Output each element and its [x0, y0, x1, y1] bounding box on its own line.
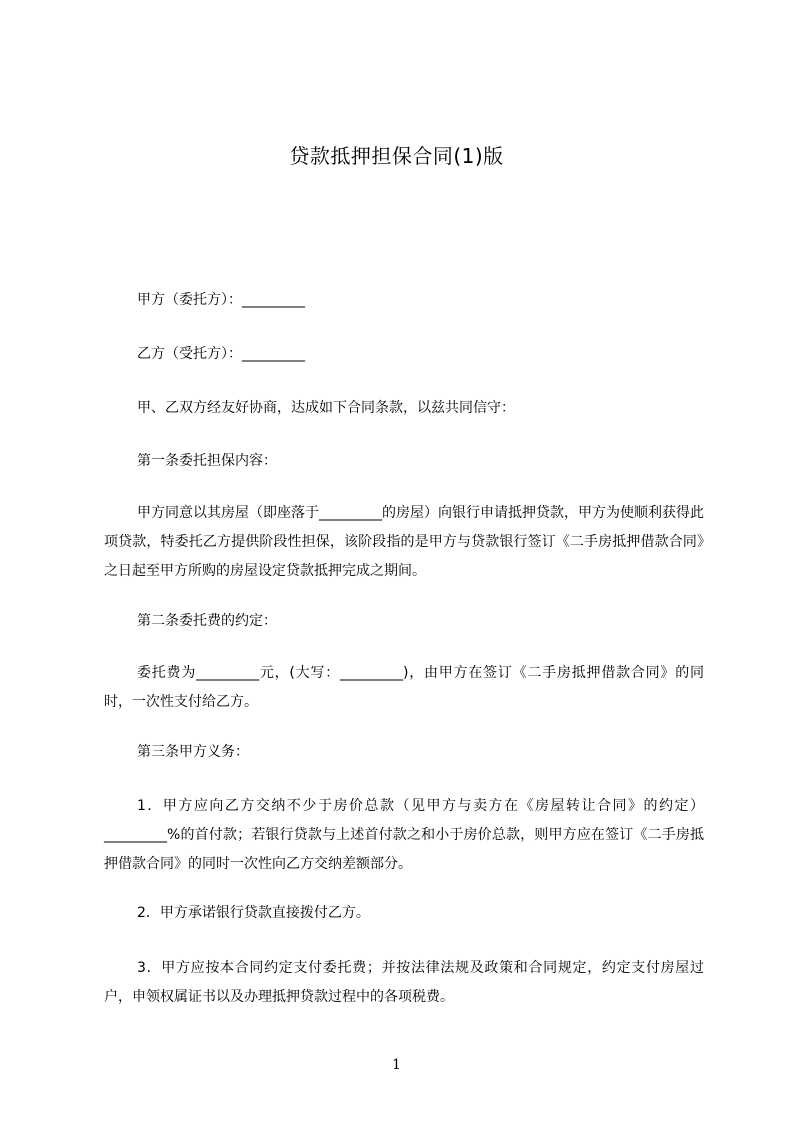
- intro-paragraph: 甲、乙双方经友好协商，达成如下合同条款，以兹共同信守：: [137, 400, 515, 416]
- article1-body: 甲方同意以其房屋（即座落于_________的房屋）向银行申请抵押贷款，甲方为使顺利获得此项贷款，特委托乙方提供阶段性担保，该阶段指的是甲方与贷款银行签订《二手房抵押借款合同》之日起至甲方所购的房屋设定贷款抵押完成之期间。: [104, 505, 704, 579]
- document-title: 贷款抵押担保合同(1)版: [289, 144, 504, 168]
- article3-item-2: 2．甲方承诺银行贷款直接拨付乙方。: [137, 905, 370, 921]
- article2-heading: 第二条委托费的约定：: [137, 613, 277, 629]
- article3-item-1: 1．甲方应向乙方交纳不少于房价总款（见甲方与卖方在《房屋转让合同》的约定）_________%的首付款；若银行贷款与上述首付款之和小于房价总款，则甲方应在签订《二手房抵押借款合同》的同时一次性向乙方交纳差额部分。: [104, 798, 704, 872]
- party-b-line: 乙方（受托方）：_________: [137, 346, 305, 362]
- page-number: 1: [392, 1057, 401, 1073]
- article3-item-3: 3．甲方应按本合同约定支付委托费；并按法律法规及政策和合同规定，约定支付房屋过户，申领权属证书以及办理抵押贷款过程中的各项税费。: [104, 960, 704, 1005]
- article2-body: 委托费为_________元，(大写：_________)，由甲方在签订《二手房抵押借款合同》的同时，一次性支付给乙方。: [104, 665, 704, 710]
- article3-heading: 第三条甲方义务：: [137, 744, 249, 760]
- article1-heading: 第一条委托担保内容：: [137, 453, 277, 469]
- party-a-line: 甲方（委托方）：_________: [137, 292, 305, 308]
